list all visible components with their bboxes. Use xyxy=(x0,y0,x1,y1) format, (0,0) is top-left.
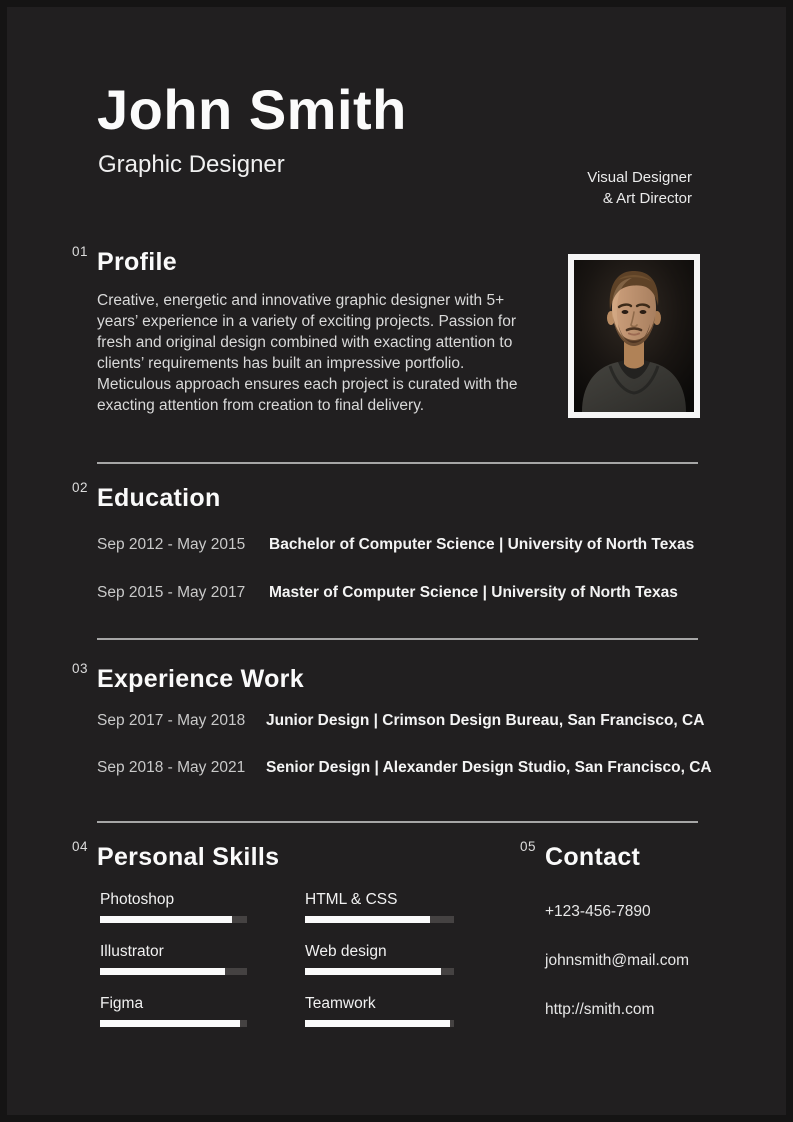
contact-website[interactable]: http://smith.com xyxy=(545,1001,655,1018)
skill-bar xyxy=(305,1020,454,1027)
person-title: Graphic Designer xyxy=(98,151,285,178)
experience-date: Sep 2017 - May 2018 xyxy=(97,712,246,729)
person-name: John Smith xyxy=(97,78,407,141)
skill-label: HTML & CSS xyxy=(305,891,398,908)
section-heading-experience: Experience Work xyxy=(97,665,304,693)
section-number-skills: 04 xyxy=(72,839,89,854)
skills-column-right xyxy=(305,890,454,1046)
skill-bar xyxy=(100,968,247,975)
profile-photo xyxy=(568,254,700,418)
role-line-1: Visual Designer xyxy=(587,169,692,186)
experience-row xyxy=(97,758,712,778)
skill-item xyxy=(305,942,454,975)
section-divider xyxy=(97,638,698,640)
skill-bar xyxy=(305,916,454,923)
section-heading-skills: Personal Skills xyxy=(97,843,280,871)
skill-item xyxy=(100,994,247,1027)
skill-bar-fill xyxy=(100,968,225,975)
section-number-contact: 05 xyxy=(520,839,537,854)
education-row xyxy=(97,583,678,603)
skill-item xyxy=(100,890,247,923)
skill-label: Web design xyxy=(305,943,387,960)
section-heading-contact: Contact xyxy=(545,843,641,871)
portrait-illustration xyxy=(574,260,694,412)
skill-bar-fill xyxy=(305,916,430,923)
skill-label: Figma xyxy=(100,995,144,1012)
education-date: Sep 2012 - May 2015 xyxy=(97,536,246,553)
experience-detail: Junior Design | Crimson Design Bureau, San Francisco, CA xyxy=(266,712,705,729)
skill-bar xyxy=(305,968,454,975)
section-heading-education: Education xyxy=(97,484,221,512)
skill-item xyxy=(305,994,454,1027)
section-number-education: 02 xyxy=(72,480,89,495)
skill-bar xyxy=(100,916,247,923)
section-heading-profile: Profile xyxy=(97,248,177,276)
skill-bar-fill xyxy=(100,916,232,923)
education-detail: Master of Computer Science | University of North Texas xyxy=(269,584,678,601)
role-tagline xyxy=(587,167,692,209)
skill-bar-fill xyxy=(100,1020,240,1027)
skill-bar-fill xyxy=(305,968,441,975)
skill-label: Photoshop xyxy=(100,891,175,908)
skills-column-left xyxy=(100,890,247,1046)
education-detail: Bachelor of Computer Science | University of North Texas xyxy=(269,536,695,553)
section-divider xyxy=(97,462,698,464)
section-number-experience: 03 xyxy=(72,661,89,676)
experience-row xyxy=(97,711,704,731)
contact-phone[interactable]: +123-456-7890 xyxy=(545,903,651,920)
skill-bar-fill xyxy=(305,1020,450,1027)
role-line-2: & Art Director xyxy=(602,190,692,207)
profile-summary: Creative, energetic and innovative graphic designer with 5+ years’ experience in a variety of exciting projects. Passion for fresh and original design combined with exacting attention to clients’ requirements has built an impressive portfolio. Meticulous approach ensures each project is curated with the exacting attention from creation to final delivery. xyxy=(97,292,518,414)
skill-item xyxy=(305,890,454,923)
skill-label: Illustrator xyxy=(100,943,164,960)
skill-item xyxy=(100,942,247,975)
skill-bar xyxy=(100,1020,247,1027)
experience-date: Sep 2018 - May 2021 xyxy=(97,759,246,776)
education-row xyxy=(97,535,694,555)
section-divider xyxy=(97,821,698,823)
contact-email[interactable]: johnsmith@mail.com xyxy=(545,952,690,969)
section-number-profile: 01 xyxy=(72,244,89,259)
contact-list xyxy=(545,902,689,1049)
experience-detail: Senior Design | Alexander Design Studio, San Francisco, CA xyxy=(266,759,712,776)
education-date: Sep 2015 - May 2017 xyxy=(97,584,246,601)
skill-label: Teamwork xyxy=(305,995,376,1012)
